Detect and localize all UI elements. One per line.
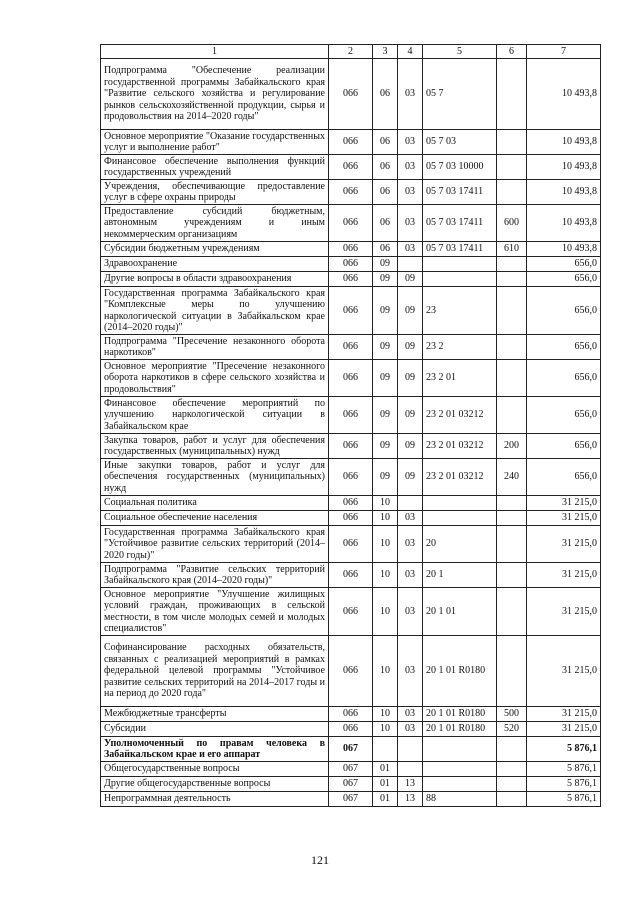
row-section-cell [373, 737, 398, 762]
row-name-cell: Социальная политика [101, 496, 329, 511]
row-name-cell: Государственная программа Забайкальского края "Устойчивое развитие сельских территорий (2014–2020 годы)" [101, 526, 329, 563]
table-row [101, 526, 601, 563]
row-target-cell: 23 [423, 287, 497, 335]
row-code-cell: 066 [329, 397, 373, 434]
table-row [101, 205, 601, 242]
column-header: 3 [373, 45, 398, 59]
row-code-cell: 066 [329, 722, 373, 737]
row-name-cell: Основное мероприятие "Пресечение незаконного оборота наркотиков в сфере сельского хозяйства и продовольствия" [101, 360, 329, 397]
row-amount-cell: 656,0 [527, 257, 601, 272]
row-target-cell: 20 1 01 [423, 588, 497, 636]
row-name-cell: Межбюджетные трансферты [101, 707, 329, 722]
row-code-cell: 066 [329, 588, 373, 636]
row-target-cell: 20 1 01 R0180 [423, 636, 497, 707]
row-code-cell: 066 [329, 459, 373, 496]
row-subsection-cell: 09 [398, 434, 423, 459]
row-type-cell [497, 792, 527, 807]
row-type-cell [497, 588, 527, 636]
row-section-cell: 01 [373, 762, 398, 777]
row-section-cell: 06 [373, 242, 398, 257]
row-amount-cell: 5 876,1 [527, 737, 601, 762]
budget-table [100, 44, 601, 807]
row-code-cell: 066 [329, 272, 373, 287]
row-target-cell: 05 7 03 17411 [423, 242, 497, 257]
row-subsection-cell: 13 [398, 777, 423, 792]
row-section-cell: 09 [373, 397, 398, 434]
row-name-cell: Социальное обеспечение населения [101, 511, 329, 526]
row-name-cell: Подпрограмма "Развитие сельских территорий Забайкальского края (2014–2020 годы)" [101, 563, 329, 588]
row-name-cell: Финансовое обеспечение мероприятий по улучшению наркологической ситуации в Забайкальском крае [101, 397, 329, 434]
row-type-cell: 500 [497, 707, 527, 722]
row-section-cell: 09 [373, 434, 398, 459]
row-subsection-cell [398, 496, 423, 511]
row-code-cell: 066 [329, 130, 373, 155]
row-subsection-cell: 03 [398, 722, 423, 737]
row-subsection-cell: 03 [398, 563, 423, 588]
row-amount-cell: 31 215,0 [527, 496, 601, 511]
row-type-cell [497, 360, 527, 397]
row-target-cell: 23 2 01 03212 [423, 434, 497, 459]
row-amount-cell: 10 493,8 [527, 155, 601, 180]
row-amount-cell: 31 215,0 [527, 563, 601, 588]
row-code-cell: 066 [329, 205, 373, 242]
table-row [101, 707, 601, 722]
row-type-cell [497, 180, 527, 205]
row-section-cell: 09 [373, 459, 398, 496]
row-section-cell: 10 [373, 722, 398, 737]
row-subsection-cell: 09 [398, 272, 423, 287]
row-name-cell: Учреждения, обеспечивающие предоставление услуг в сфере охраны природы [101, 180, 329, 205]
row-amount-cell: 10 493,8 [527, 180, 601, 205]
row-target-cell: 20 1 01 R0180 [423, 707, 497, 722]
row-target-cell: 20 1 01 R0180 [423, 722, 497, 737]
row-code-cell: 066 [329, 287, 373, 335]
row-target-cell: 05 7 [423, 59, 497, 130]
row-subsection-cell [398, 737, 423, 762]
row-target-cell: 05 7 03 17411 [423, 205, 497, 242]
row-subsection-cell: 03 [398, 588, 423, 636]
column-header: 4 [398, 45, 423, 59]
row-type-cell [497, 257, 527, 272]
row-target-cell [423, 496, 497, 511]
row-subsection-cell: 03 [398, 205, 423, 242]
row-section-cell: 09 [373, 335, 398, 360]
row-type-cell [497, 563, 527, 588]
header-row [101, 45, 601, 59]
row-code-cell: 066 [329, 563, 373, 588]
row-type-cell [497, 59, 527, 130]
row-section-cell: 10 [373, 563, 398, 588]
column-header: 6 [497, 45, 527, 59]
row-code-cell: 067 [329, 777, 373, 792]
row-amount-cell: 656,0 [527, 434, 601, 459]
table-row [101, 155, 601, 180]
row-code-cell: 066 [329, 434, 373, 459]
column-header: 1 [101, 45, 329, 59]
row-target-cell: 05 7 03 10000 [423, 155, 497, 180]
row-amount-cell: 656,0 [527, 335, 601, 360]
row-name-cell: Финансовое обеспечение выполнения функций государственных учреждений [101, 155, 329, 180]
row-type-cell [497, 511, 527, 526]
table-row [101, 762, 601, 777]
row-amount-cell: 10 493,8 [527, 242, 601, 257]
row-amount-cell: 656,0 [527, 287, 601, 335]
row-subsection-cell: 03 [398, 511, 423, 526]
table-row [101, 180, 601, 205]
row-target-cell: 05 7 03 [423, 130, 497, 155]
row-name-cell: Общегосударственные вопросы [101, 762, 329, 777]
page-number: 121 [311, 853, 329, 867]
row-code-cell: 066 [329, 155, 373, 180]
row-type-cell [497, 496, 527, 511]
table-row [101, 496, 601, 511]
row-subsection-cell: 09 [398, 287, 423, 335]
row-type-cell [497, 762, 527, 777]
row-section-cell: 06 [373, 180, 398, 205]
row-type-cell: 610 [497, 242, 527, 257]
row-type-cell [497, 335, 527, 360]
row-target-cell: 20 [423, 526, 497, 563]
row-section-cell: 09 [373, 287, 398, 335]
row-section-cell: 06 [373, 59, 398, 130]
row-subsection-cell: 09 [398, 360, 423, 397]
row-type-cell: 240 [497, 459, 527, 496]
row-code-cell: 066 [329, 511, 373, 526]
table-row [101, 777, 601, 792]
row-section-cell: 10 [373, 636, 398, 707]
row-subsection-cell: 03 [398, 636, 423, 707]
row-amount-cell: 656,0 [527, 397, 601, 434]
row-section-cell: 09 [373, 360, 398, 397]
row-name-cell: Подпрограмма "Обеспечение реализации государственной программы Забайкальского края "Развитие сельского хозяйства и регулирование рынков сельскохозяйственной продукции, сырья и продовольствия на 2014–2020 годы" [101, 59, 329, 130]
row-target-cell: 23 2 01 03212 [423, 397, 497, 434]
row-type-cell: 520 [497, 722, 527, 737]
row-amount-cell: 10 493,8 [527, 205, 601, 242]
row-code-cell: 066 [329, 59, 373, 130]
table-row [101, 397, 601, 434]
row-section-cell: 06 [373, 205, 398, 242]
table-row [101, 459, 601, 496]
row-section-cell: 10 [373, 511, 398, 526]
row-section-cell: 09 [373, 272, 398, 287]
table-row [101, 335, 601, 360]
table-row [101, 272, 601, 287]
row-code-cell: 066 [329, 242, 373, 257]
table-row [101, 792, 601, 807]
row-subsection-cell: 13 [398, 792, 423, 807]
row-name-cell: Основное мероприятие "Оказание государственных услуг и выполнение работ" [101, 130, 329, 155]
row-code-cell: 066 [329, 180, 373, 205]
row-subsection-cell: 03 [398, 130, 423, 155]
row-type-cell [497, 272, 527, 287]
row-amount-cell: 5 876,1 [527, 762, 601, 777]
row-code-cell: 066 [329, 257, 373, 272]
table-row [101, 242, 601, 257]
row-target-cell: 23 2 [423, 335, 497, 360]
row-target-cell: 23 2 01 [423, 360, 497, 397]
table-row [101, 563, 601, 588]
row-section-cell: 01 [373, 777, 398, 792]
row-subsection-cell: 03 [398, 526, 423, 563]
row-section-cell: 10 [373, 707, 398, 722]
row-subsection-cell: 03 [398, 155, 423, 180]
row-code-cell: 066 [329, 707, 373, 722]
row-type-cell: 600 [497, 205, 527, 242]
row-subsection-cell: 09 [398, 459, 423, 496]
row-amount-cell: 31 215,0 [527, 526, 601, 563]
row-subsection-cell: 09 [398, 335, 423, 360]
row-section-cell: 09 [373, 257, 398, 272]
row-amount-cell: 656,0 [527, 360, 601, 397]
table-row [101, 257, 601, 272]
table-row [101, 636, 601, 707]
table-row [101, 130, 601, 155]
row-type-cell [497, 397, 527, 434]
row-name-cell: Государственная программа Забайкальского края "Комплексные меры по улучшению наркологической ситуации в Забайкальском крае (2014–2020 годы)" [101, 287, 329, 335]
row-subsection-cell: 03 [398, 242, 423, 257]
row-subsection-cell [398, 762, 423, 777]
row-amount-cell: 10 493,8 [527, 130, 601, 155]
row-code-cell: 066 [329, 360, 373, 397]
row-target-cell [423, 777, 497, 792]
row-code-cell: 066 [329, 636, 373, 707]
row-amount-cell: 10 493,8 [527, 59, 601, 130]
row-type-cell [497, 777, 527, 792]
row-name-cell: Субсидии бюджетным учреждениям [101, 242, 329, 257]
table-row [101, 360, 601, 397]
row-name-cell: Предоставление субсидий бюджетным, автономным учреждениям и иным некоммерческим организациям [101, 205, 329, 242]
row-target-cell: 05 7 03 17411 [423, 180, 497, 205]
row-code-cell: 067 [329, 762, 373, 777]
table-row [101, 287, 601, 335]
row-section-cell: 10 [373, 588, 398, 636]
row-name-cell: Другие общегосударственные вопросы [101, 777, 329, 792]
row-name-cell: Непрограммная деятельность [101, 792, 329, 807]
table-row [101, 59, 601, 130]
row-target-cell [423, 762, 497, 777]
row-amount-cell: 656,0 [527, 459, 601, 496]
row-type-cell: 200 [497, 434, 527, 459]
table-row [101, 588, 601, 636]
row-name-cell: Здравоохранение [101, 257, 329, 272]
row-subsection-cell: 03 [398, 59, 423, 130]
row-subsection-cell: 09 [398, 397, 423, 434]
table-body [101, 59, 601, 807]
table-row [101, 511, 601, 526]
row-name-cell: Субсидии [101, 722, 329, 737]
row-amount-cell: 31 215,0 [527, 707, 601, 722]
row-target-cell [423, 272, 497, 287]
row-amount-cell: 656,0 [527, 272, 601, 287]
row-section-cell: 06 [373, 155, 398, 180]
row-amount-cell: 31 215,0 [527, 511, 601, 526]
row-amount-cell: 5 876,1 [527, 792, 601, 807]
row-name-cell: Закупка товаров, работ и услуг для обеспечения государственных (муниципальных) нужд [101, 434, 329, 459]
row-target-cell: 88 [423, 792, 497, 807]
row-subsection-cell [398, 257, 423, 272]
row-section-cell: 10 [373, 526, 398, 563]
row-subsection-cell: 03 [398, 707, 423, 722]
row-type-cell [497, 130, 527, 155]
table-row [101, 737, 601, 762]
row-code-cell: 067 [329, 737, 373, 762]
row-code-cell: 067 [329, 792, 373, 807]
row-target-cell: 23 2 01 03212 [423, 459, 497, 496]
row-code-cell: 066 [329, 526, 373, 563]
row-target-cell [423, 257, 497, 272]
table-row [101, 434, 601, 459]
row-name-cell: Иные закупки товаров, работ и услуг для обеспечения государственных (муниципальных) нужд [101, 459, 329, 496]
row-section-cell: 10 [373, 496, 398, 511]
table-row [101, 722, 601, 737]
row-name-cell: Софинансирование расходных обязательств, связанных с реализацией мероприятий в рамках федеральной целевой программы "Устойчивое развитие сельских территорий на 2014–2017 годы и на период до 2020 года" [101, 636, 329, 707]
row-target-cell [423, 511, 497, 526]
row-subsection-cell: 03 [398, 180, 423, 205]
row-section-cell: 01 [373, 792, 398, 807]
row-target-cell [423, 737, 497, 762]
row-name-cell: Основное мероприятие "Улучшение жилищных условий граждан, проживающих в сельской местности, в том числе молодых семей и молодых специалистов" [101, 588, 329, 636]
row-section-cell: 06 [373, 130, 398, 155]
row-code-cell: 066 [329, 335, 373, 360]
row-amount-cell: 31 215,0 [527, 588, 601, 636]
row-target-cell: 20 1 [423, 563, 497, 588]
row-code-cell: 066 [329, 496, 373, 511]
row-type-cell [497, 737, 527, 762]
row-name-cell: Уполномоченный по правам человека в Забайкальском крае и его аппарат [101, 737, 329, 762]
row-name-cell: Другие вопросы в области здравоохранения [101, 272, 329, 287]
column-header: 5 [423, 45, 497, 59]
row-name-cell: Подпрограмма "Пресечение незаконного оборота наркотиков" [101, 335, 329, 360]
column-header: 7 [527, 45, 601, 59]
row-amount-cell: 5 876,1 [527, 777, 601, 792]
column-header: 2 [329, 45, 373, 59]
row-type-cell [497, 155, 527, 180]
row-amount-cell: 31 215,0 [527, 722, 601, 737]
row-amount-cell: 31 215,0 [527, 636, 601, 707]
row-type-cell [497, 636, 527, 707]
row-type-cell [497, 287, 527, 335]
row-type-cell [497, 526, 527, 563]
